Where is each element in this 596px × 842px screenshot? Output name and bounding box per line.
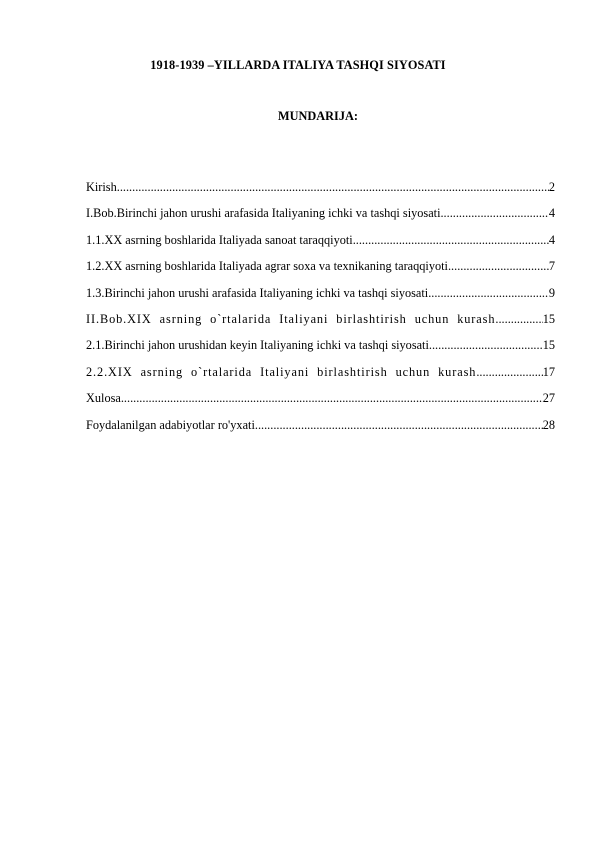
toc-entry [86,206,555,232]
toc-entry-page: 2 [548,180,555,194]
toc-leader-dots [495,312,542,327]
toc-entry-text: 2.1.Birinchi jahon urushidan keyin Italiyaning ichki va tashqi siyosati [86,338,429,353]
toc-entry-page: 15 [542,311,555,326]
toc-entry-page: 17 [542,364,555,379]
toc-entry-page: 7 [548,259,555,274]
toc-entry-page: 4 [548,206,555,221]
toc-entry-text: Xulosa [86,391,121,406]
toc-entry-text: 2.2.XIX asrning o`rtalarida Italiyani birlashtirish uchun kurash [86,364,477,379]
toc-entry [86,259,555,285]
toc-entry-page: 27 [542,391,555,406]
toc-entry [86,312,555,338]
toc-leader-dots [476,365,542,380]
contents-heading: MUNDARIJA: [278,109,358,123]
toc-entry [86,180,555,206]
table-of-contents [86,180,555,444]
toc-entry-page: 4 [548,232,555,247]
toc-entry-text: Kirish [86,180,117,194]
toc-leader-dots [117,180,549,195]
toc-leader-dots [121,391,543,406]
toc-entry [86,418,555,444]
toc-entry-text: II.Bob.XIX asrning o`rtalarida Italiyani birlashtirish uchun kurash [86,311,496,326]
toc-leader-dots [353,233,549,248]
toc-leader-dots [448,259,549,274]
toc-leader-dots [429,338,543,353]
toc-leader-dots [440,206,548,221]
toc-entry-page: 28 [542,417,555,432]
toc-entry-page: 9 [548,285,555,300]
toc-entry [86,233,555,259]
toc-entry [86,365,555,391]
toc-entry-text: 1.1.XX asrning boshlarida Italiyada sanoat taraqqiyoti [86,232,353,247]
toc-leader-dots [255,418,543,433]
toc-entry [86,338,555,364]
toc-entry-text: 1.3.Birinchi jahon urushi arafasida Italiyaning ichki va tashqi siyosati [86,285,429,300]
toc-entry [86,286,555,312]
toc-leader-dots [428,286,549,301]
toc-entry-text: 1.2.XX asrning boshlarida Italiyada agrar soxa va texnikaning taraqqiyoti [86,259,448,274]
document-title: 1918-1939 –YILLARDA ITALIYA TASHQI SIYOSATI [150,58,446,72]
toc-entry [86,391,555,417]
toc-entry-text: Foydalanilgan adabiyotlar ro'yxati [86,417,255,432]
toc-entry-text: I.Bob.Birinchi jahon urushi arafasida Italiyaning ichki va tashqi siyosati [86,206,441,221]
toc-entry-page: 15 [542,338,555,353]
